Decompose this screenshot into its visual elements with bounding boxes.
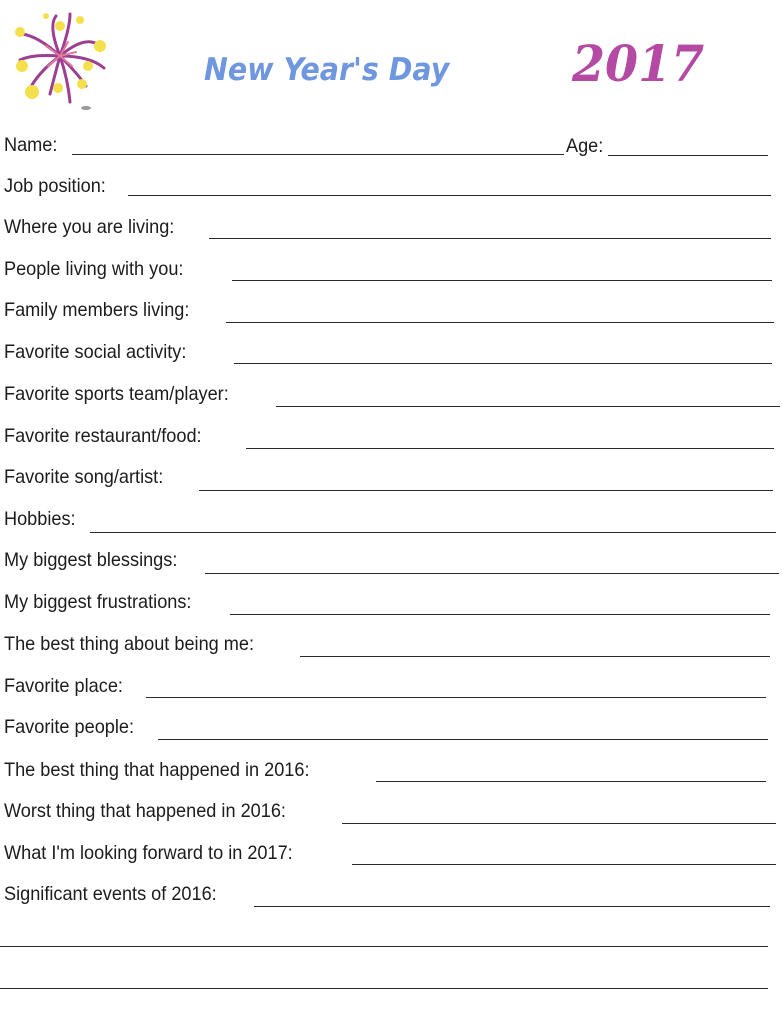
where-living-line[interactable] bbox=[209, 238, 771, 239]
people-living-line[interactable] bbox=[232, 280, 772, 281]
form-row bbox=[4, 506, 81, 530]
field-label: What I'm looking forward to in 2017: bbox=[4, 842, 293, 864]
song-artist-line[interactable] bbox=[199, 490, 773, 491]
field-label: Job position: bbox=[4, 175, 106, 197]
name-label: Name: bbox=[4, 134, 58, 156]
frustrations-line[interactable] bbox=[230, 614, 770, 615]
field-label: Favorite people: bbox=[4, 716, 135, 738]
job-position-line[interactable] bbox=[128, 195, 771, 196]
field-label: Favorite restaurant/food: bbox=[4, 425, 202, 447]
field-label: Favorite social activity: bbox=[4, 341, 187, 363]
form-row bbox=[4, 589, 206, 613]
form-row bbox=[4, 714, 144, 738]
form-row bbox=[4, 798, 307, 822]
extra-blank-line[interactable] bbox=[0, 988, 768, 989]
field-label: The best thing about being me: bbox=[4, 633, 255, 655]
sports-team-line[interactable] bbox=[276, 406, 780, 407]
age-input-line[interactable] bbox=[608, 155, 768, 156]
extra-blank-line[interactable] bbox=[0, 946, 768, 947]
field-label: Favorite place: bbox=[4, 675, 123, 697]
age-label: Age: bbox=[566, 135, 604, 157]
blessings-line[interactable] bbox=[205, 573, 779, 574]
favorite-place-line[interactable] bbox=[146, 697, 766, 698]
name-input-line[interactable] bbox=[72, 154, 564, 155]
field-label: Favorite song/artist: bbox=[4, 466, 164, 488]
restaurant-food-line[interactable] bbox=[246, 448, 774, 449]
field-label: The best thing that happened in 2016: bbox=[4, 759, 310, 781]
year-heading: 2017 bbox=[572, 34, 705, 93]
looking-forward-line[interactable] bbox=[352, 864, 776, 865]
form-row bbox=[4, 214, 187, 238]
form-row bbox=[4, 173, 114, 197]
field-label: People living with you: bbox=[4, 258, 184, 280]
form-row bbox=[4, 297, 203, 321]
field-label: Family members living: bbox=[4, 299, 190, 321]
best-about-me-line[interactable] bbox=[300, 656, 770, 657]
best-2016-line[interactable] bbox=[376, 781, 766, 782]
form-row bbox=[4, 631, 273, 655]
field-label: Where you are living: bbox=[4, 216, 175, 238]
field-label: Worst thing that happened in 2016: bbox=[4, 800, 286, 822]
form-row bbox=[4, 339, 200, 363]
field-label: Hobbies: bbox=[4, 508, 76, 530]
field-label: My biggest frustrations: bbox=[4, 591, 192, 613]
form-row bbox=[4, 423, 216, 447]
form-row bbox=[4, 464, 175, 488]
favorite-people-line[interactable] bbox=[158, 739, 768, 740]
form-row bbox=[4, 757, 333, 781]
worksheet-header bbox=[0, 0, 782, 115]
field-label: Favorite sports team/player: bbox=[4, 383, 229, 405]
form-row bbox=[4, 381, 246, 405]
form-row bbox=[4, 547, 190, 571]
hobbies-line[interactable] bbox=[90, 532, 776, 533]
firework-icon bbox=[8, 6, 112, 110]
form-row bbox=[4, 881, 233, 905]
name-row bbox=[4, 132, 61, 156]
form-row bbox=[4, 840, 314, 864]
worst-2016-line[interactable] bbox=[342, 823, 776, 824]
significant-events-line[interactable] bbox=[254, 906, 770, 907]
social-activity-line[interactable] bbox=[234, 363, 772, 364]
form-row bbox=[4, 256, 197, 280]
page-title: New Year's Day bbox=[204, 52, 450, 88]
age-row bbox=[566, 133, 606, 157]
field-label: My biggest blessings: bbox=[4, 549, 178, 571]
field-label: Significant events of 2016: bbox=[4, 883, 217, 905]
form-row bbox=[4, 673, 132, 697]
family-members-line[interactable] bbox=[226, 322, 774, 323]
